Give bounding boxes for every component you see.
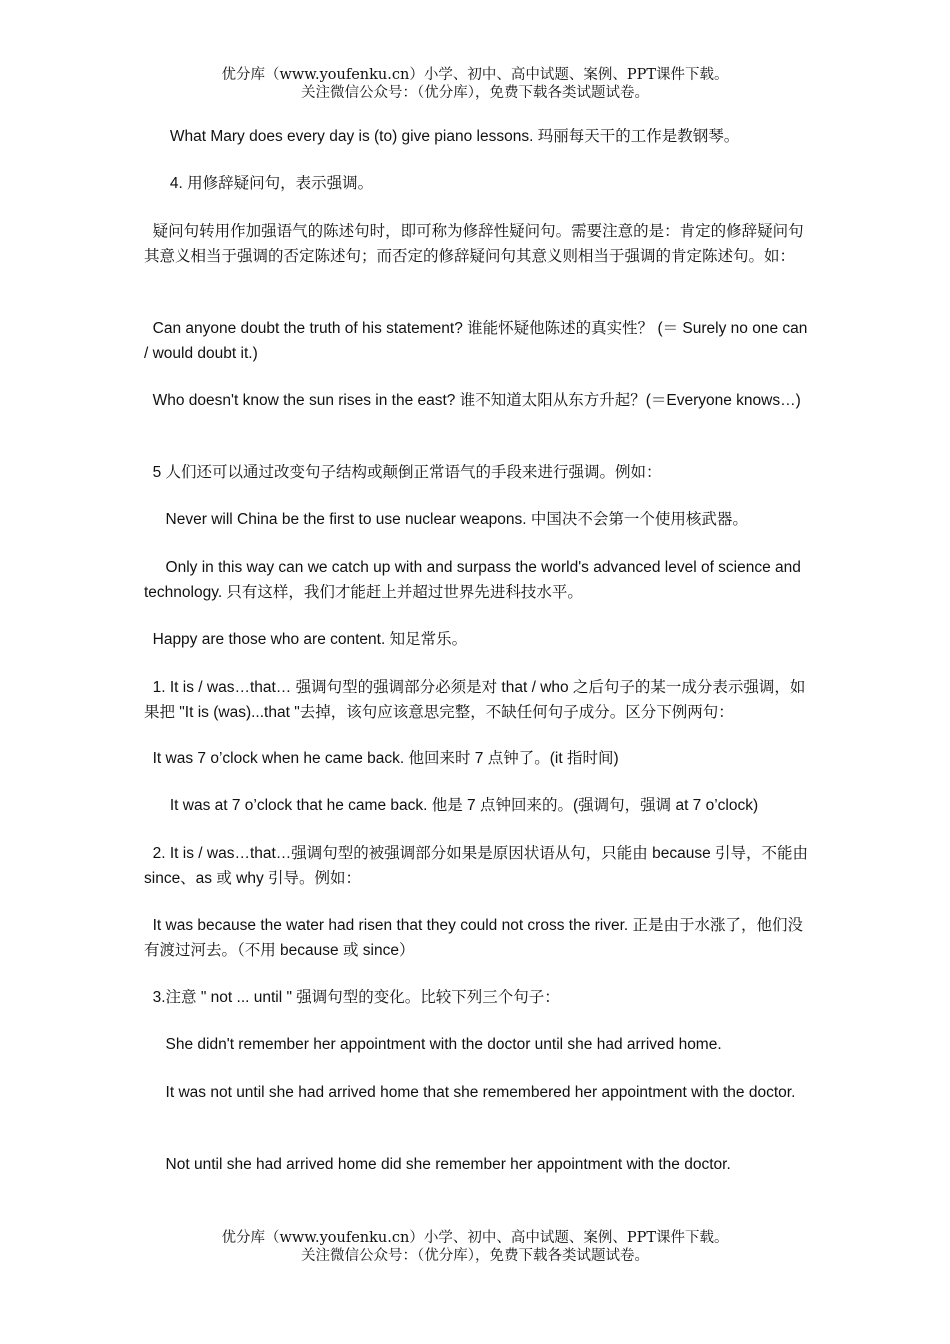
paragraph-9: Happy are those who are content. 知足常乐。 [144, 631, 468, 648]
paragraph-13: 2. It is / was…that…强调句型的被强调部分如果是原因状语从句，只能由 because 引导，不能由 since、as 或 why 引导。例如： [144, 845, 813, 887]
paragraph-7: Never will China be the first to use nuclear weapons. 中国决不会第一个使用核武器。 [144, 511, 748, 528]
footer-line-2: 关注微信公众号：（优分库），免费下载各类试题试卷。 [301, 1248, 649, 1264]
paragraph-5: Who doesn't know the sun rises in the east? 谁不知道太阳从东方升起？(＝Everyone knows…) [144, 392, 801, 409]
paragraph-6: 5 人们还可以通过改变句子结构或颠倒正常语气的手段来进行强调。例如： [144, 464, 662, 481]
paragraph-10: 1. It is / was…that… 强调句型的强调部分必须是对 that / who 之后句子的某一成分表示强调，如果把 "It is (was)...that "去掉，该句应该意思完整，不缺任何句子成分。区分下例两句： [144, 679, 806, 721]
paragraph-15: 3.注意 " not ... until " 强调句型的变化。比较下列三个句子： [144, 989, 560, 1006]
paragraph-2: 4. 用修辞疑问句，表示强调。 [144, 175, 374, 192]
paragraph-16: She didn't remember her appointment with the doctor until she had arrived home. [144, 1036, 722, 1053]
page-footer [0, 1229, 950, 1265]
paragraph-4: Can anyone doubt the truth of his statement? 谁能怀疑他陈述的真实性？ (＝ Surely no one can / would doubt it.) [144, 320, 812, 362]
footer-line-1: 优分库（www.youfenku.cn）小学、初中、高中试题、案例、PPT课件下载。 [221, 1230, 729, 1246]
paragraph-8: Only in this way can we catch up with and surpass the world's advanced level of science and technology. 只有这样，我们才能赶上并超过世界先进科技水平。 [144, 559, 806, 601]
paragraph-1: What Mary does every day is (to) give piano lessons. 玛丽每天干的工作是教钢琴。 [144, 128, 740, 145]
header-line-1: 优分库（www.youfenku.cn）小学、初中、高中试题、案例、PPT课件下载。 [221, 67, 729, 83]
paragraph-18: Not until she had arrived home did she remember her appointment with the doctor. [144, 1156, 731, 1173]
paragraph-12: It was at 7 o’clock that he came back. 他是 7 点钟回来的。(强调句，强调 at 7 o’clock) [144, 797, 759, 814]
paragraph-17: It was not until she had arrived home that she remembered her appointment with the doctor. [144, 1084, 796, 1101]
header-line-2: 关注微信公众号：（优分库），免费下载各类试题试卷。 [301, 85, 649, 101]
paragraph-11: It was 7 o’clock when he came back. 他回来时 7 点钟了。(it 指时间) [144, 750, 619, 767]
paragraph-3: 疑问句转用作加强语气的陈述句时，即可称为修辞性疑问句。需要注意的是：肯定的修辞疑问句其意义相当于强调的否定陈述句；而否定的修辞疑问句其意义则相当于强调的肯定陈述句。如： [144, 223, 804, 265]
paragraph-14: It was because the water had risen that they could not cross the river. 正是由于水涨了，他们没有渡过河去。（不用 because 或 since） [144, 917, 804, 959]
